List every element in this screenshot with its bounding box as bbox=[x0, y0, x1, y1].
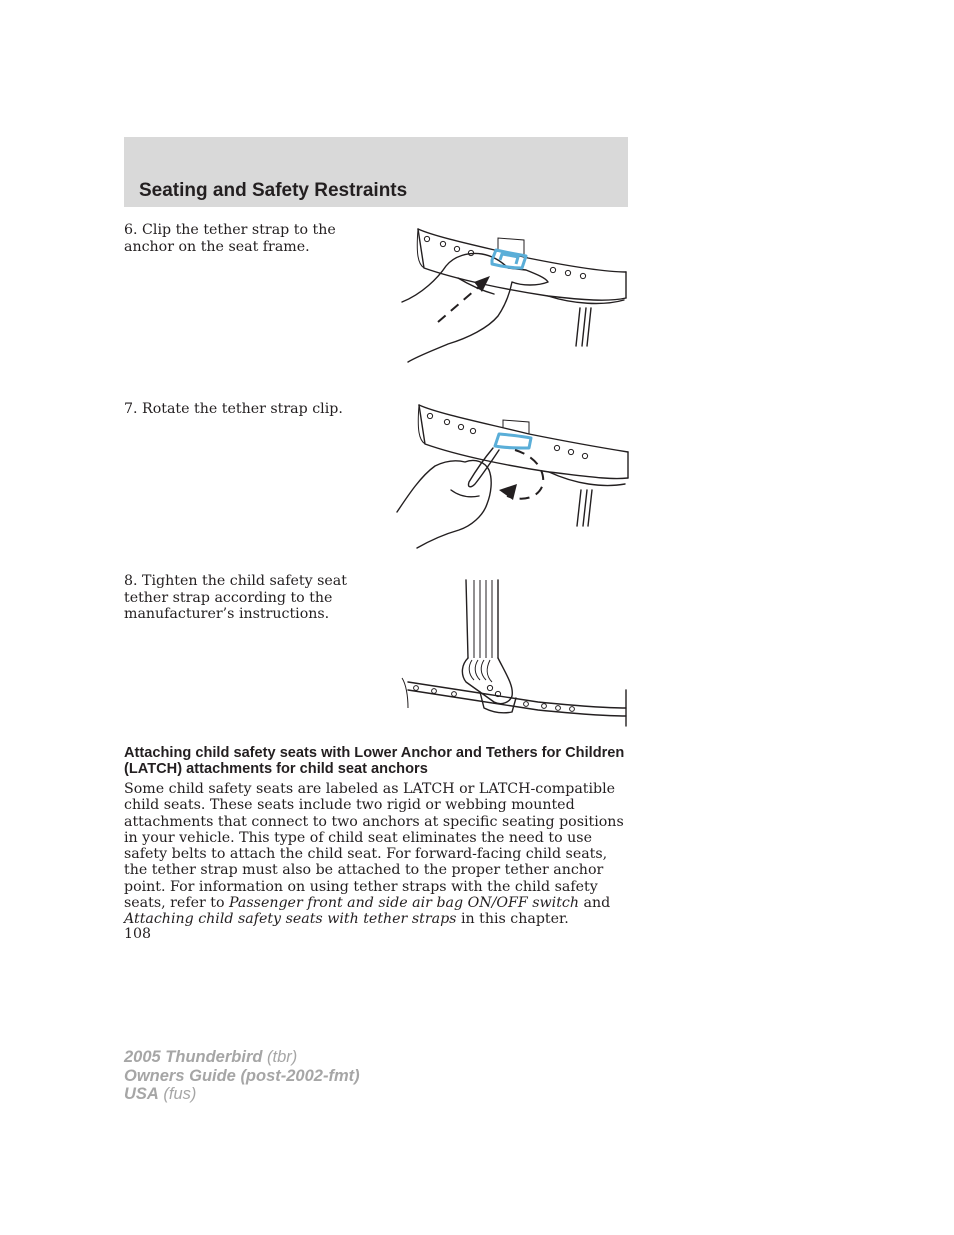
cross-reference: Attaching child safety seats with tether straps bbox=[124, 911, 457, 928]
anchor-hole-icon bbox=[458, 424, 463, 429]
step-7-text: 7. Rotate the tether strap clip. bbox=[124, 401, 343, 417]
footer-guide: Owners Guide (post-2002-fmt) bbox=[124, 1066, 360, 1085]
document-footer bbox=[124, 1048, 360, 1104]
anchor-hole-icon bbox=[542, 704, 547, 709]
anchor-hole-icon bbox=[432, 689, 437, 694]
section-heading: Attaching child safety seats with Lower Anchor and Tethers for Children (LATCH) attachments for child seat anchors bbox=[124, 745, 625, 777]
anchor-hole-icon bbox=[568, 449, 573, 454]
anchor-hole-icon bbox=[452, 692, 457, 697]
page-number: 108 bbox=[124, 926, 152, 942]
anchor-hole-icon bbox=[414, 686, 419, 691]
paragraph-text: Some child safety seats are labeled as LATCH or LATCH-compatible child seats. These seats include two rigid or webbing mounted attachments that connect to two anchors at specific seating positions in your vehicle. This type of child seat eliminates the need to use safety belts to attach the child seat. For forward-facing child seats, the tether strap must also be attached to the proper tether anchor point. For information on using tether straps with the child safety seats, refer to bbox=[124, 781, 624, 912]
insertion-arrow-icon bbox=[438, 284, 482, 322]
anchor-hole-icon bbox=[440, 241, 445, 246]
anchor-hole-icon bbox=[424, 236, 429, 241]
tether-clip-illustration bbox=[398, 224, 630, 364]
anchor-hole-icon bbox=[454, 246, 459, 251]
section-header-band bbox=[124, 137, 628, 207]
footer-model: 2005 Thunderbird bbox=[124, 1048, 263, 1066]
anchor-hole-icon bbox=[524, 702, 529, 707]
paragraph-text: in this chapter. bbox=[456, 911, 569, 928]
anchor-hole-icon bbox=[550, 267, 555, 272]
tighten-strap-illustration bbox=[398, 578, 630, 728]
anchor-hole-icon bbox=[470, 428, 475, 433]
anchor-hole-icon bbox=[554, 445, 559, 450]
step-8-text: 8. Tighten the child safety seat tether strap according to the manufacturer’s instructions. bbox=[124, 573, 347, 622]
footer-line bbox=[124, 1067, 360, 1086]
strap-rivet-icon bbox=[487, 685, 492, 690]
footer-line bbox=[124, 1048, 360, 1067]
cross-reference: Passenger front and side air bag ON/OFF switch bbox=[229, 895, 579, 912]
anchor-hole-icon bbox=[580, 273, 585, 278]
footer-line bbox=[124, 1085, 360, 1104]
rotate-clip-illustration bbox=[395, 400, 630, 550]
footer-code: (tbr) bbox=[262, 1048, 298, 1066]
anchor-hole-icon bbox=[556, 706, 561, 711]
section-title: Seating and Safety Restraints bbox=[139, 180, 408, 201]
footer-market: USA bbox=[124, 1085, 159, 1103]
step-6-text: 6. Clip the tether strap to the anchor on the seat frame. bbox=[124, 222, 336, 255]
anchor-hole-icon bbox=[582, 453, 587, 458]
anchor-hole-icon bbox=[427, 413, 432, 418]
anchor-hole-icon bbox=[565, 270, 570, 275]
paragraph-text: and bbox=[579, 895, 611, 912]
anchor-hole-icon bbox=[444, 419, 449, 424]
latch-body-paragraph bbox=[124, 781, 630, 928]
anchor-hole-icon bbox=[570, 707, 575, 712]
footer-code: (fus) bbox=[158, 1085, 197, 1103]
